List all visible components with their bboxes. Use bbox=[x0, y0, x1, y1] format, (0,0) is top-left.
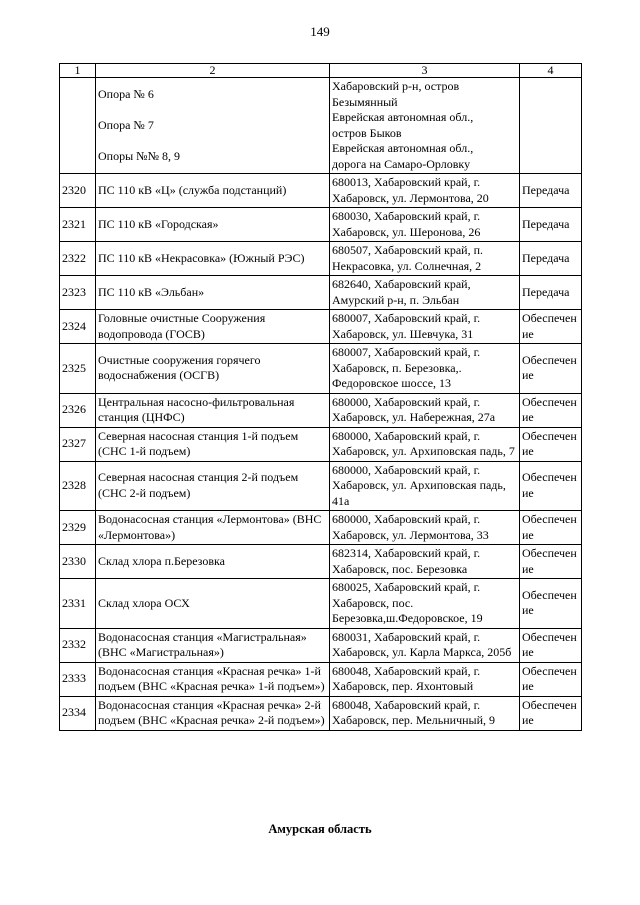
table-row bbox=[60, 628, 582, 662]
object-name: Склад хлора ОСХ bbox=[96, 579, 330, 629]
object-type bbox=[520, 78, 582, 174]
row-number: 2327 bbox=[60, 427, 96, 461]
row-number: 2330 bbox=[60, 545, 96, 579]
table-row bbox=[60, 208, 582, 242]
row-number: 2320 bbox=[60, 174, 96, 208]
table-row bbox=[60, 276, 582, 310]
object-name: Водонасосная станция «Красная речка» 1-й подъем (ВНС «Красная речка» 1-й подъем») bbox=[96, 662, 330, 696]
infrastructure-table bbox=[59, 63, 582, 731]
object-type: Обеспечение bbox=[520, 545, 582, 579]
table-row bbox=[60, 662, 582, 696]
row-number: 2325 bbox=[60, 344, 96, 394]
section-title: Амурская область bbox=[268, 822, 372, 836]
object-name: Водонасосная станция «Красная речка» 2-й подъем (ВНС «Красная речка» 2-й подъем») bbox=[96, 696, 330, 730]
object-name: Северная насосная станция 1-й подъем (СНС 1-й подъем) bbox=[96, 427, 330, 461]
header-col-3: 3 bbox=[330, 64, 520, 78]
object-name: ПС 110 кВ «Городская» bbox=[96, 208, 330, 242]
object-type: Обеспечение bbox=[520, 579, 582, 629]
table-header-row bbox=[60, 64, 582, 78]
table-row bbox=[60, 461, 582, 511]
row-number: 2331 bbox=[60, 579, 96, 629]
object-name: ПС 110 кВ «Ц» (служба подстанций) bbox=[96, 174, 330, 208]
object-address: 680013, Хабаровский край, г. Хабаровск, ул. Лермонтова, 20 bbox=[330, 174, 520, 208]
row-number: 2329 bbox=[60, 511, 96, 545]
object-address: 682314, Хабаровский край, г. Хабаровск, пос. Березовка bbox=[330, 545, 520, 579]
object-type: Обеспечение bbox=[520, 696, 582, 730]
object-address: 680507, Хабаровский край, п. Некрасовка, ул. Солнечная, 2 bbox=[330, 242, 520, 276]
row-number: 2324 bbox=[60, 310, 96, 344]
row-number: 2333 bbox=[60, 662, 96, 696]
table-row bbox=[60, 174, 582, 208]
object-address: Хабаровский р-н, остров Безымянный Еврейская автономная обл., остров Быков Еврейская автономная обл., дорога на Самаро-Орловку bbox=[330, 78, 520, 174]
object-name: Водонасосная станция «Лермонтова» (ВНС «Лермонтова») bbox=[96, 511, 330, 545]
row-number: 2326 bbox=[60, 393, 96, 427]
table-row bbox=[60, 78, 582, 174]
table-row bbox=[60, 579, 582, 629]
object-type: Обеспечение bbox=[520, 393, 582, 427]
object-address: 680031, Хабаровский край, г. Хабаровск, ул. Карла Маркса, 205б bbox=[330, 628, 520, 662]
table-row bbox=[60, 310, 582, 344]
object-type: Обеспечение bbox=[520, 628, 582, 662]
object-type: Обеспечение bbox=[520, 344, 582, 394]
object-name: Центральная насосно-фильтровальная станция (ЦНФС) bbox=[96, 393, 330, 427]
object-type: Обеспечение bbox=[520, 461, 582, 511]
object-type: Передача bbox=[520, 276, 582, 310]
object-address: 682640, Хабаровский край, Амурский р-н, п. Эльбан bbox=[330, 276, 520, 310]
object-name: ПС 110 кВ «Эльбан» bbox=[96, 276, 330, 310]
row-number: 2322 bbox=[60, 242, 96, 276]
table-body bbox=[60, 78, 582, 731]
object-type: Обеспечение bbox=[520, 427, 582, 461]
table-row bbox=[60, 427, 582, 461]
object-type: Обеспечение bbox=[520, 662, 582, 696]
row-number: 2334 bbox=[60, 696, 96, 730]
table-row bbox=[60, 393, 582, 427]
table-row bbox=[60, 696, 582, 730]
table-row bbox=[60, 511, 582, 545]
object-address: 680000, Хабаровский край, г. Хабаровск, ул. Лермонтова, 33 bbox=[330, 511, 520, 545]
object-address: 680007, Хабаровский край, г. Хабаровск, ул. Шевчука, 31 bbox=[330, 310, 520, 344]
object-address: 680007, Хабаровский край, г. Хабаровск, п. Березовка,. Федоровское шоссе, 13 bbox=[330, 344, 520, 394]
header-col-2: 2 bbox=[96, 64, 330, 78]
object-type: Передача bbox=[520, 242, 582, 276]
row-number: 2328 bbox=[60, 461, 96, 511]
table-row bbox=[60, 242, 582, 276]
row-number: 2332 bbox=[60, 628, 96, 662]
object-name: Очистные сооружения горячего водоснабжения (ОСГВ) bbox=[96, 344, 330, 394]
page-number: 149 bbox=[310, 24, 330, 39]
object-address: 680000, Хабаровский край, г. Хабаровск, ул. Набережная, 27а bbox=[330, 393, 520, 427]
object-type: Обеспечение bbox=[520, 310, 582, 344]
header-col-1: 1 bbox=[60, 64, 96, 78]
object-address: 680048, Хабаровский край, г. Хабаровск, пер. Яхонтовый bbox=[330, 662, 520, 696]
object-name: Склад хлора п.Березовка bbox=[96, 545, 330, 579]
object-type: Обеспечение bbox=[520, 511, 582, 545]
object-type: Передача bbox=[520, 208, 582, 242]
object-address: 680030, Хабаровский край, г. Хабаровск, ул. Шеронова, 26 bbox=[330, 208, 520, 242]
table-row bbox=[60, 545, 582, 579]
table-row bbox=[60, 344, 582, 394]
object-name: ПС 110 кВ «Некрасовка» (Южный РЭС) bbox=[96, 242, 330, 276]
row-number: 2323 bbox=[60, 276, 96, 310]
object-address: 680048, Хабаровский край, г. Хабаровск, пер. Мельничный, 9 bbox=[330, 696, 520, 730]
object-address: 680000, Хабаровский край, г. Хабаровск, ул. Архиповская падь, 41а bbox=[330, 461, 520, 511]
row-number: 2321 bbox=[60, 208, 96, 242]
object-name: Опора № 6 Опора № 7 Опоры №№ 8, 9 bbox=[96, 78, 330, 174]
object-type: Передача bbox=[520, 174, 582, 208]
object-address: 680000, Хабаровский край, г. Хабаровск, ул. Архиповская падь, 7 bbox=[330, 427, 520, 461]
header-col-4: 4 bbox=[520, 64, 582, 78]
object-name: Водонасосная станция «Магистральная» (ВНС «Магистральная») bbox=[96, 628, 330, 662]
object-name: Головные очистные Сооружения водопровода (ГОСВ) bbox=[96, 310, 330, 344]
row-number bbox=[60, 78, 96, 174]
object-address: 680025, Хабаровский край, г. Хабаровск, пос. Березовка,ш.Федоровское, 19 bbox=[330, 579, 520, 629]
object-name: Северная насосная станция 2-й подъем (СНС 2-й подъем) bbox=[96, 461, 330, 511]
